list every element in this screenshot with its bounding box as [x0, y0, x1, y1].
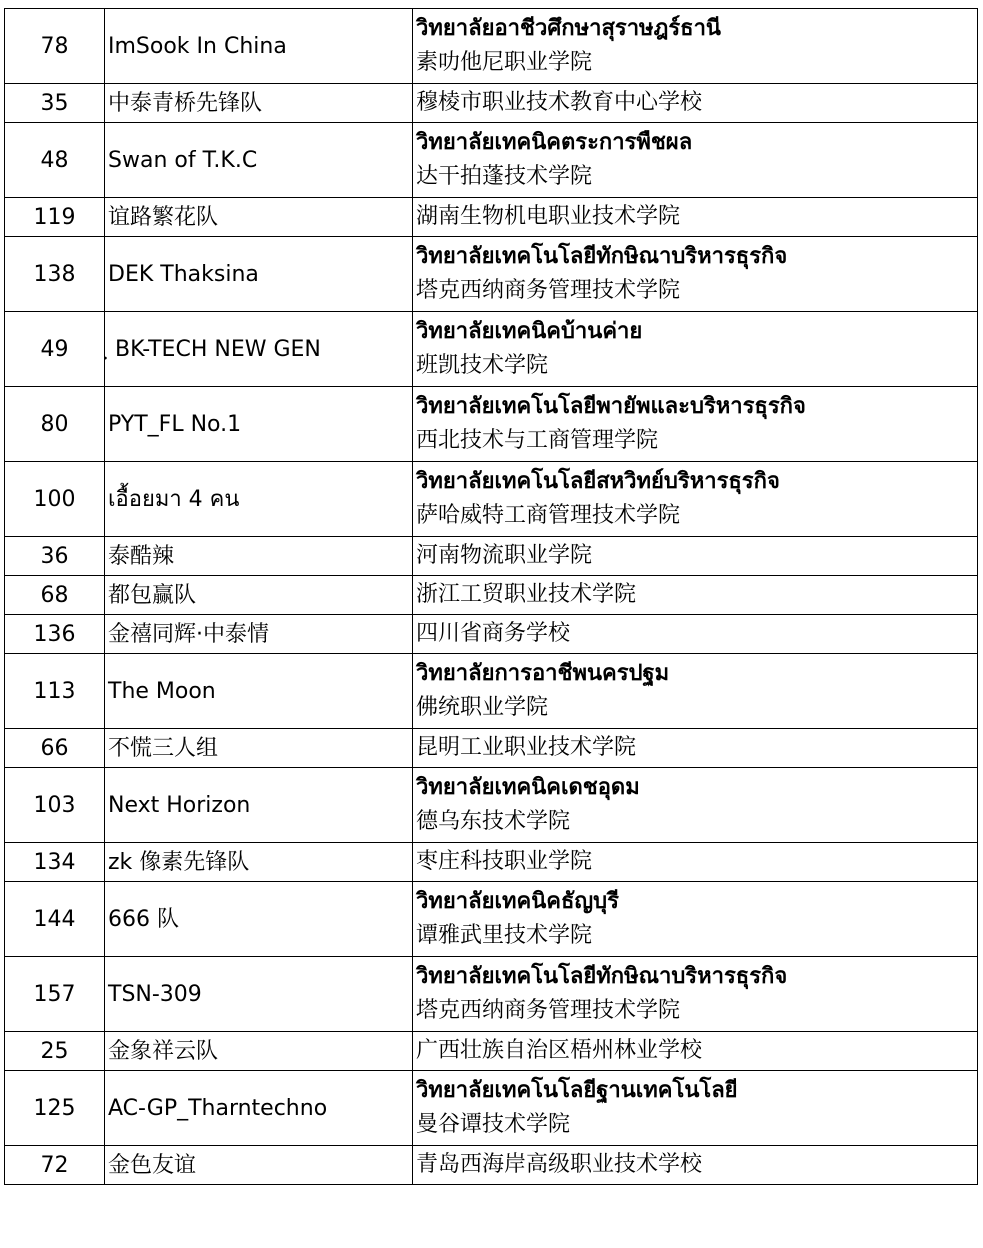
- table-row: [5, 312, 978, 387]
- table-row: [5, 729, 978, 768]
- school-cell: [413, 1146, 978, 1185]
- school-cell: [413, 1032, 978, 1071]
- team-number: 48: [5, 123, 105, 198]
- table-row: [5, 84, 978, 123]
- team-number: 66: [5, 729, 105, 768]
- table-row: [5, 1146, 978, 1185]
- table-row: [5, 462, 978, 537]
- school-name-chinese: 曼谷谭技术学院: [416, 1112, 571, 1137]
- team-number: 36: [5, 537, 105, 576]
- school-cell: [413, 615, 978, 654]
- school-name-chinese: 浙江工贸职业技术学院: [416, 582, 637, 607]
- team-number: 125: [5, 1071, 105, 1146]
- school-cell: [413, 1071, 978, 1146]
- school-name-thai: วิทยาลัยการอาชีพนครปฐม: [416, 661, 670, 686]
- school-name-chinese: 四川省商务学校: [416, 621, 571, 646]
- team-name: zk 像素先锋队: [105, 843, 413, 882]
- school-cell: [413, 957, 978, 1032]
- school-cell: [413, 9, 978, 84]
- school-name-chinese: 佛统职业学院: [416, 695, 549, 720]
- team-rows: [5, 9, 978, 1185]
- school-cell: [413, 537, 978, 576]
- school-cell: [413, 576, 978, 615]
- school-cell: [413, 654, 978, 729]
- school-cell: [413, 462, 978, 537]
- team-name: Next Horizon: [105, 768, 413, 843]
- school-name-chinese: 昆明工业职业技术学院: [416, 735, 637, 760]
- school-cell: [413, 198, 978, 237]
- table-row: [5, 1032, 978, 1071]
- school-name-chinese: 萨哈威特工商管理技术学院: [416, 503, 681, 528]
- table-row: [5, 576, 978, 615]
- table-row: [5, 882, 978, 957]
- team-name: 金色友谊: [105, 1146, 413, 1185]
- team-name: 金禧同辉·中泰情: [105, 615, 413, 654]
- team-name: PYT_FL No.1: [105, 387, 413, 462]
- school-name-thai: วิทยาลัยเทคนิคตระการพืชผล: [416, 130, 693, 155]
- school-name-chinese: 班凯技术学院: [416, 353, 549, 378]
- school-name-chinese: 谭雅武里技术学院: [416, 923, 593, 948]
- school-cell: [413, 882, 978, 957]
- school-name-chinese: 穆棱市职业技术教育中心学校: [416, 90, 703, 115]
- school-name-thai: วิทยาลัยเทคโนโลยีสหวิทย์บริหารธุรกิจ: [416, 469, 780, 494]
- school-cell: [413, 729, 978, 768]
- school-name-thai: วิทยาลัยเทคโนโลยีทักษิณาบริหารธุรกิจ: [416, 964, 788, 989]
- team-name: 泰酷辣: [105, 537, 413, 576]
- table-row: [5, 654, 978, 729]
- school-name-thai: วิทยาลัยเทคนิคบ้านค่าย: [416, 319, 643, 344]
- table-row: [5, 198, 978, 237]
- table-row: [5, 768, 978, 843]
- table-row: [5, 1071, 978, 1146]
- team-number: 72: [5, 1146, 105, 1185]
- team-number: 80: [5, 387, 105, 462]
- table-row: [5, 9, 978, 84]
- team-number: 157: [5, 957, 105, 1032]
- table-row: [5, 957, 978, 1032]
- school-name-chinese: 塔克西纳商务管理技术学院: [416, 278, 681, 303]
- school-cell: [413, 123, 978, 198]
- team-number: 35: [5, 84, 105, 123]
- table-row: [5, 387, 978, 462]
- school-name-chinese: 达干拍蓬技术学院: [416, 164, 593, 189]
- school-name-chinese: 塔克西纳商务管理技术学院: [416, 998, 681, 1023]
- table-row: [5, 237, 978, 312]
- school-name-thai: วิทยาลัยเทคโนโลยีพายัพและบริหารธุรกิจ: [416, 394, 806, 419]
- team-number: 119: [5, 198, 105, 237]
- team-name: DEK Thaksina: [105, 237, 413, 312]
- school-name-chinese: 广西壮族自治区梧州林业学校: [416, 1038, 703, 1063]
- team-name: Swan of T.K.C: [105, 123, 413, 198]
- school-cell: [413, 843, 978, 882]
- school-name-chinese: 河南物流职业学院: [416, 543, 593, 568]
- team-number: 78: [5, 9, 105, 84]
- school-name-thai: วิทยาลัยเทคนิคเดชอุดม: [416, 775, 640, 800]
- team-number: 134: [5, 843, 105, 882]
- school-name-chinese: 青岛西海岸高级职业技术学校: [416, 1152, 703, 1177]
- school-name-thai: วิทยาลัยเทคนิคธัญบุรี: [416, 889, 619, 914]
- team-name: TSN-309: [105, 957, 413, 1032]
- school-name-chinese: 德乌东技术学院: [416, 809, 571, 834]
- team-number: 103: [5, 768, 105, 843]
- school-name-thai: วิทยาลัยเทคโนโลยีทักษิณาบริหารธุรกิจ: [416, 244, 788, 269]
- team-list-table: [4, 8, 978, 1185]
- table-row: [5, 537, 978, 576]
- team-name: 中泰青桥先锋队: [105, 84, 413, 123]
- team-name: AC-GP_Tharntechno: [105, 1071, 413, 1146]
- team-number: 25: [5, 1032, 105, 1071]
- team-name: 不慌三人组: [105, 729, 413, 768]
- team-name: 都包赢队: [105, 576, 413, 615]
- team-number: 144: [5, 882, 105, 957]
- school-cell: [413, 387, 978, 462]
- team-name: 金象祥云队: [105, 1032, 413, 1071]
- school-cell: [413, 768, 978, 843]
- team-name: ฺ BK-TECH NEW GEN: [105, 312, 413, 387]
- team-number: 113: [5, 654, 105, 729]
- school-cell: [413, 237, 978, 312]
- school-cell: [413, 312, 978, 387]
- team-number: 136: [5, 615, 105, 654]
- team-name: เอื้อยมา 4 คน: [105, 462, 413, 537]
- team-number: 100: [5, 462, 105, 537]
- table-row: [5, 615, 978, 654]
- school-name-thai: วิทยาลัยเทคโนโลยีฐานเทคโนโลยี: [416, 1078, 738, 1103]
- team-name: 666 队: [105, 882, 413, 957]
- team-number: 68: [5, 576, 105, 615]
- school-cell: [413, 84, 978, 123]
- team-name: The Moon: [105, 654, 413, 729]
- team-number: 138: [5, 237, 105, 312]
- table-row: [5, 123, 978, 198]
- school-name-chinese: 素叻他尼职业学院: [416, 50, 593, 75]
- school-name-chinese: 枣庄科技职业学院: [416, 849, 593, 874]
- team-name: ImSook In China: [105, 9, 413, 84]
- school-name-chinese: 湖南生物机电职业技术学院: [416, 204, 681, 229]
- team-name: 谊路繁花队: [105, 198, 413, 237]
- school-name-thai: วิทยาลัยอาชีวศึกษาสุราษฎร์ธานี: [416, 16, 721, 41]
- school-name-chinese: 西北技术与工商管理学院: [416, 428, 659, 453]
- table-row: [5, 843, 978, 882]
- team-number: 49: [5, 312, 105, 387]
